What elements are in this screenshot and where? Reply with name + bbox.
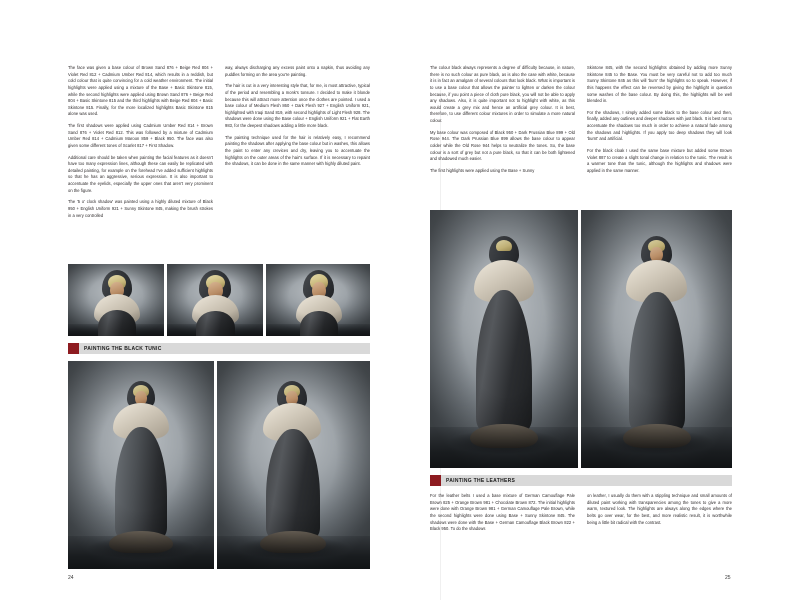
right-page-leathers-column-1: [430, 493, 575, 538]
left-page-column-1: [68, 65, 213, 224]
paragraph: way, always discharging any excess paint onto a napkin, thus avoiding any puddles forming on the area you're painting.: [225, 65, 370, 77]
figure-full-figure-back: [430, 210, 578, 468]
section-heading-leathers: [430, 475, 732, 486]
figure-full-figure-front: [68, 361, 214, 569]
figure-head-study-right: [266, 264, 370, 336]
figure-full-figure-side: [217, 361, 370, 569]
figure-head-study-left: [68, 264, 164, 336]
figure-full-figure-three-quarter: [581, 210, 732, 468]
right-page-column-2: [587, 65, 732, 179]
section-accent-square: [68, 343, 79, 354]
paragraph: Skintone 845, with the second highlights obtained by adding more Sunny Skintone 845 to the Base. You must be very careful not to add too much Sunny Skintone 845 as this will 'burn' the highlights so to speak. However, if this happens the effect can be reversed by giving the highlight in question some washes of the base colour. By doing this, the highlights will be well blended in.: [587, 65, 732, 104]
paragraph: The painting technique used for the hair is relatively easy, I recommend painting the shadows after applying the base colour but in washes, this allows the paint to enter any crevices and dry, leaving you to accentuate the highlights on the outer areas of the hair's surface. If it is necessary to repaint the shadows, it can be done in the same manner with highly diluted paint.: [225, 134, 370, 167]
paragraph: For the black cloak I used the same base mixture but added some Brown Violet 887 to create a slight tonal change in relation to the tunic. The result is a warmer tone than the tunic, although the highlights and shadows were applied in the same manner.: [587, 147, 732, 173]
paragraph: The first highlights were applied using the Base + Sunny: [430, 167, 535, 173]
paragraph: The colour black always represents a degree of difficulty because, in nature, there is no such colour as pure black, as is also the case with white, because it is in fact an amalgam of several colours that look black. What is important is to use a base colour that allows the painter to lighten or darken the colour because, if you point a piece of cloth pure black, you will not be able to apply any shadows. Also, it is quite important not to highlight with white, as this would create a grey mix and hence an artificial grey colour. It is best, therefore, to use different colour mixtures in order to simulate a more natural colour.: [430, 65, 575, 123]
section-heading-label: PAINTING THE LEATHERS: [446, 477, 516, 484]
photo-vignette: [217, 361, 370, 569]
photo-vignette: [167, 264, 263, 336]
book-spread: [40, 45, 760, 581]
paragraph: For the shadows, I simply added some black to the base colour and then, finally, added any outlines and deeper shadows with just black. It is best not to accentuate the shadows too much in order to achieve a natural fade among the shadows and highlights. If you apply too deep shadows they will look 'burnt' and artificial.: [587, 109, 732, 142]
photo-vignette: [266, 264, 370, 336]
right-page-column-1: [430, 65, 575, 179]
page-number-left: 24: [68, 575, 74, 581]
section-heading-label: PAINTING THE BLACK TUNIC: [84, 345, 162, 352]
photo-vignette: [581, 210, 732, 468]
right-page-leathers-column-2: [587, 493, 732, 531]
photo-vignette: [68, 264, 164, 336]
photo-vignette: [68, 361, 214, 569]
paragraph: The hair is cut in a very interesting style that, for me, is most attractive, typical of the period and resembling a monk's tonsure. I decided to make it blonde because this will attract more attention once the clothes are pointed. I used a base colour of Medium Flesh 860 + Dark Flesh 927 + English Uniform 921, highlighted with Iraqi Sand 819, with second highlights of Light Flesh 928. The shadows were done using the Base colour + English Uniform 921 + Flat Earth 983, for the deepest shadows adding a little more black.: [225, 83, 370, 128]
photo-vignette: [430, 210, 578, 468]
figure-head-study-center: [167, 264, 263, 336]
paragraph: The first shadows were applied using Cadmium Umber Red 814 + Brown Sand 876 + Violet Red 812. This was followed by a mixture of Cadmium Umber Red 814 + Cadmium Maroon 859 + Black 950. The face was also given some different tones of Scarlet 817 + First Shadow.: [68, 123, 213, 148]
paragraph: Additional care should be taken when painting the facial features as it doesn't have too many expression lines, although these can easily be replicated with detailed painting, for example on the forehead I've added sufficient highlights so that he has an aggressive, serious expression. It is also important to accentuate the eyelids, especially the upper ones that aren't very prominent on the figure.: [68, 154, 213, 193]
section-heading-black-tunic: [68, 343, 370, 354]
paragraph: For the leather belts I used a base mixture of German Camouflage Pale Brown 825 + Orange Brown 981 + Chocolate Brown 872. The initial highlights were done with Orange Brown 981 + German Camouflage Pale Brown, while the second highlights were done using Base + Sunny Skintone 845. The shadows were done with the Base + German Camouflage Black Brown 822 + Black 950. To do the shadows: [430, 493, 575, 532]
page-number-right: 25: [725, 575, 731, 581]
section-accent-square: [430, 475, 441, 486]
paragraph: The face was given a base colour of Brown Sand 876 + Beige Red 804 + Violet Red 812 + Cadmium Umber Red 814, which results in a reddish, but cold colour that is quite convincing for a cold weather environment. The initial highlights were applied using a mixture of the Base + Basic Skintone 815, while the second highlights were applied using Brown Sand 876 + Beige Red 804 + Basic Skintone 815 and the third highlights with Beige Red 804 + Basic Skintone 815. Finally, for the more localized highlights Basic Skintone 815 alone was used.: [68, 65, 213, 117]
paragraph: My base colour was composed of Black 950 + Dark Prussian Blue 899 + Old Rose 944. The Dark Prussian Blue 899 allows the base colour to appear colder while the Old Rose 944 helps to neutralize the tones. So, the base colour is a sort of grey but not a pure black, so that it can be both lightened and shadowed much easier.: [430, 129, 575, 162]
paragraph: The '5 o' clock shadow' was painted using a highly diluted mixture of Black 950 + English Uniform 921 + Sunny Skintone 845, making the brush strokes in a very controlled: [68, 199, 213, 218]
left-page-column-2: [225, 65, 370, 173]
paragraph: on leather, I usually do them with a stippling technique and small amounts of diluted paint working with transparencies among the tones to give a more warm, textured look. The highlights are always along the edges where the belts go over wear, for the best, and more realistic result, it is worthwhile being a little bit radical with the contrast.: [587, 493, 732, 525]
